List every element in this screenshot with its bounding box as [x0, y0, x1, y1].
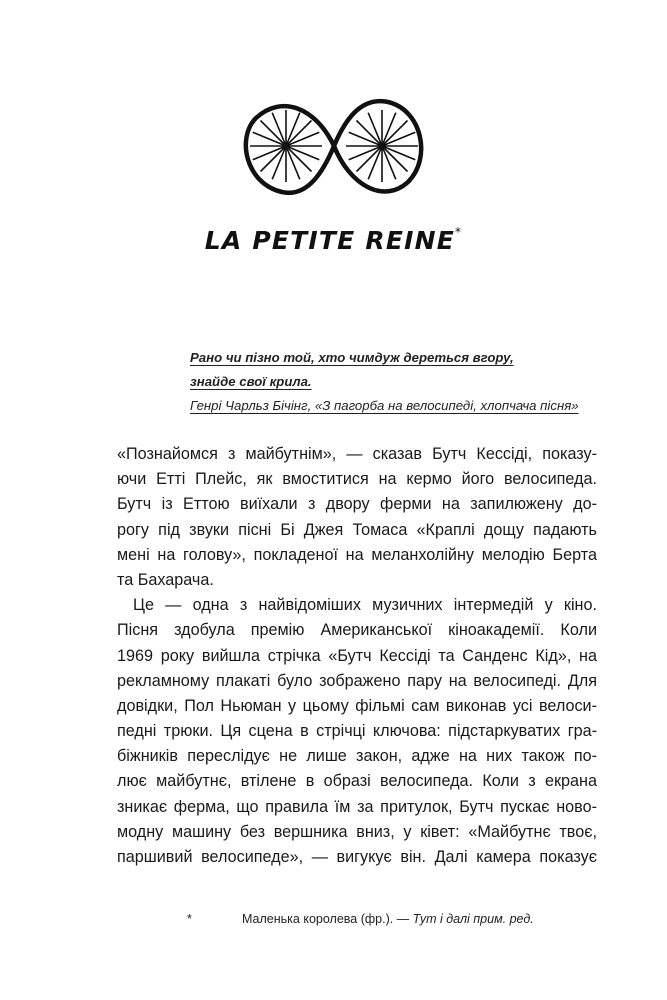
- footnote-mark: *: [187, 912, 192, 926]
- body-line: мені на голову», покладеної на меланхолійну мелодію Берта: [117, 545, 597, 564]
- footnote-translation: Маленька королева (фр.). —: [242, 912, 413, 926]
- body-line: 1969 року вийшла стрічка «Бутч Кессіді та Санденс Кід», на: [117, 646, 597, 665]
- body-line: ючи Етті Плейс, як вмоститися на кермо його велосипеда.: [117, 470, 597, 489]
- body-line: лює майбутнє, втілене в образі велосипеда. Коли з екрана: [117, 772, 597, 791]
- body-line: біжників переслідує не лише закон, адже на них також по-: [117, 747, 597, 766]
- footnote-editor-note: Тут і далі прим. ред.: [412, 912, 534, 926]
- epigraph-quote-line-1: Рано чи пізно той, хто чимдуж дереться вгору,: [190, 350, 514, 365]
- chapter-title-text: LA PETITE REINE: [204, 226, 455, 255]
- epigraph-quote-line-2: знайде свої крила.: [190, 374, 312, 389]
- infinity-bicycle-wheels-icon: [238, 88, 430, 208]
- body-line: Бутч із Еттою виїхали з двору ферми на запилюжену до-: [117, 495, 597, 514]
- chapter-title: [0, 226, 667, 255]
- body-line: рекламному плакаті було зображено пару на велосипеді. Для: [117, 671, 597, 690]
- body-line: модну машину без вершника вниз, у ківет: «Майбутнє твоє,: [117, 822, 597, 841]
- body-line: Пісня здобула премію Американської кіноакадемії. Коли: [117, 621, 597, 640]
- footnote-marker: *: [455, 224, 463, 239]
- epigraph: [190, 346, 590, 418]
- epigraph-source: Генрі Чарльз Бічінг, «З пагорба на велосипеді, хлопчача пісня»: [190, 398, 579, 413]
- body-line: «Познайомся з майбутнім», — сказав Бутч Кессіді, показу-: [117, 445, 597, 463]
- body-line: зникає ферма, що правила їм за притулок, Бутч пускає ново-: [117, 797, 597, 816]
- body-line: паршивий велосипеде», — вигукує він. Далі камера показує: [117, 848, 597, 866]
- body-line: та Бахарача.: [117, 570, 214, 589]
- body-line: рогу під звуки пісні Бі Джея Томаса «Краплі дощу падають: [117, 520, 597, 539]
- body-text: [117, 442, 597, 870]
- body-line: педні трюки. Ця сцена в стрічці ключова: підстаркуватих гра-: [117, 722, 597, 741]
- footnote-text: [242, 912, 534, 926]
- body-line: довідки, Пол Ньюман у цьому фільмі сам виконав усі велоси-: [117, 696, 597, 715]
- body-line: Це — одна з найвідоміших музичних інтермедій у кіно.: [133, 596, 597, 615]
